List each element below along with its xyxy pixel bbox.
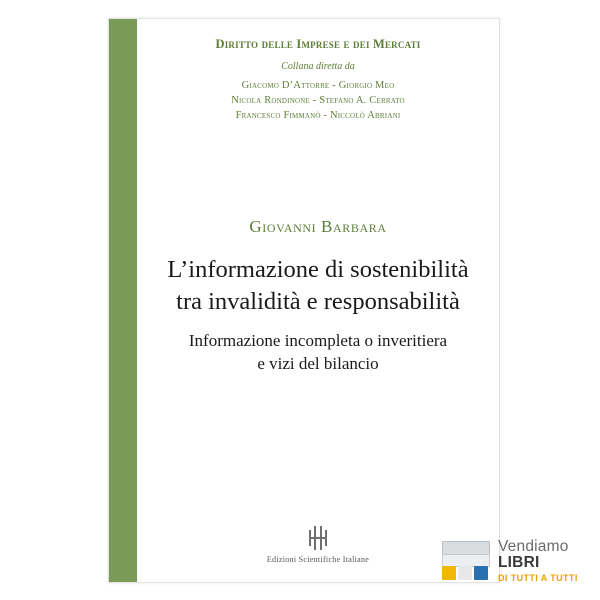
cover-green-band — [109, 19, 137, 582]
book-author: Giovanni Barbara — [249, 217, 387, 236]
book-title-line-2: tra invalidità e responsabilità — [176, 288, 460, 316]
stacked-books-icon — [440, 539, 492, 583]
series-title: Diritto delle Imprese e dei Mercati — [215, 37, 421, 51]
book-subtitle — [161, 329, 475, 376]
watermark-brand-light: Vendiamo — [498, 538, 569, 556]
publisher-name: Edizioni Scientifiche Italiane — [266, 555, 370, 564]
book-title-line-1: L’informazione di sostenibilità — [167, 256, 469, 283]
book-subtitle-line-1: Informazione incompleta o inveritiera — [188, 331, 448, 350]
vendiamo-libri-watermark — [440, 530, 592, 592]
watermark-brand-bold: LIBRI — [498, 554, 540, 572]
series-block — [137, 37, 499, 124]
cover-content — [137, 19, 499, 582]
esi-logo-icon — [307, 526, 329, 550]
series-directed-by-label: Collana diretta da — [281, 61, 355, 72]
book-cover — [108, 18, 500, 583]
watermark-tagline: DI TUTTI A TUTTI — [498, 572, 578, 583]
series-editor-line-2: Nicola Rondinone - Stefano A. Cerrato — [231, 95, 405, 107]
series-editor-line-3: Francesco Fimmanò - Niccolò Abriani — [235, 110, 401, 122]
series-editor-line-1: Giacomo D’Attorre - Giorgio Meo — [241, 80, 395, 91]
book-title — [155, 254, 481, 319]
watermark-text — [498, 539, 592, 583]
watermark-brand — [498, 539, 592, 572]
book-subtitle-line-2: e vizi del bilancio — [257, 354, 379, 374]
